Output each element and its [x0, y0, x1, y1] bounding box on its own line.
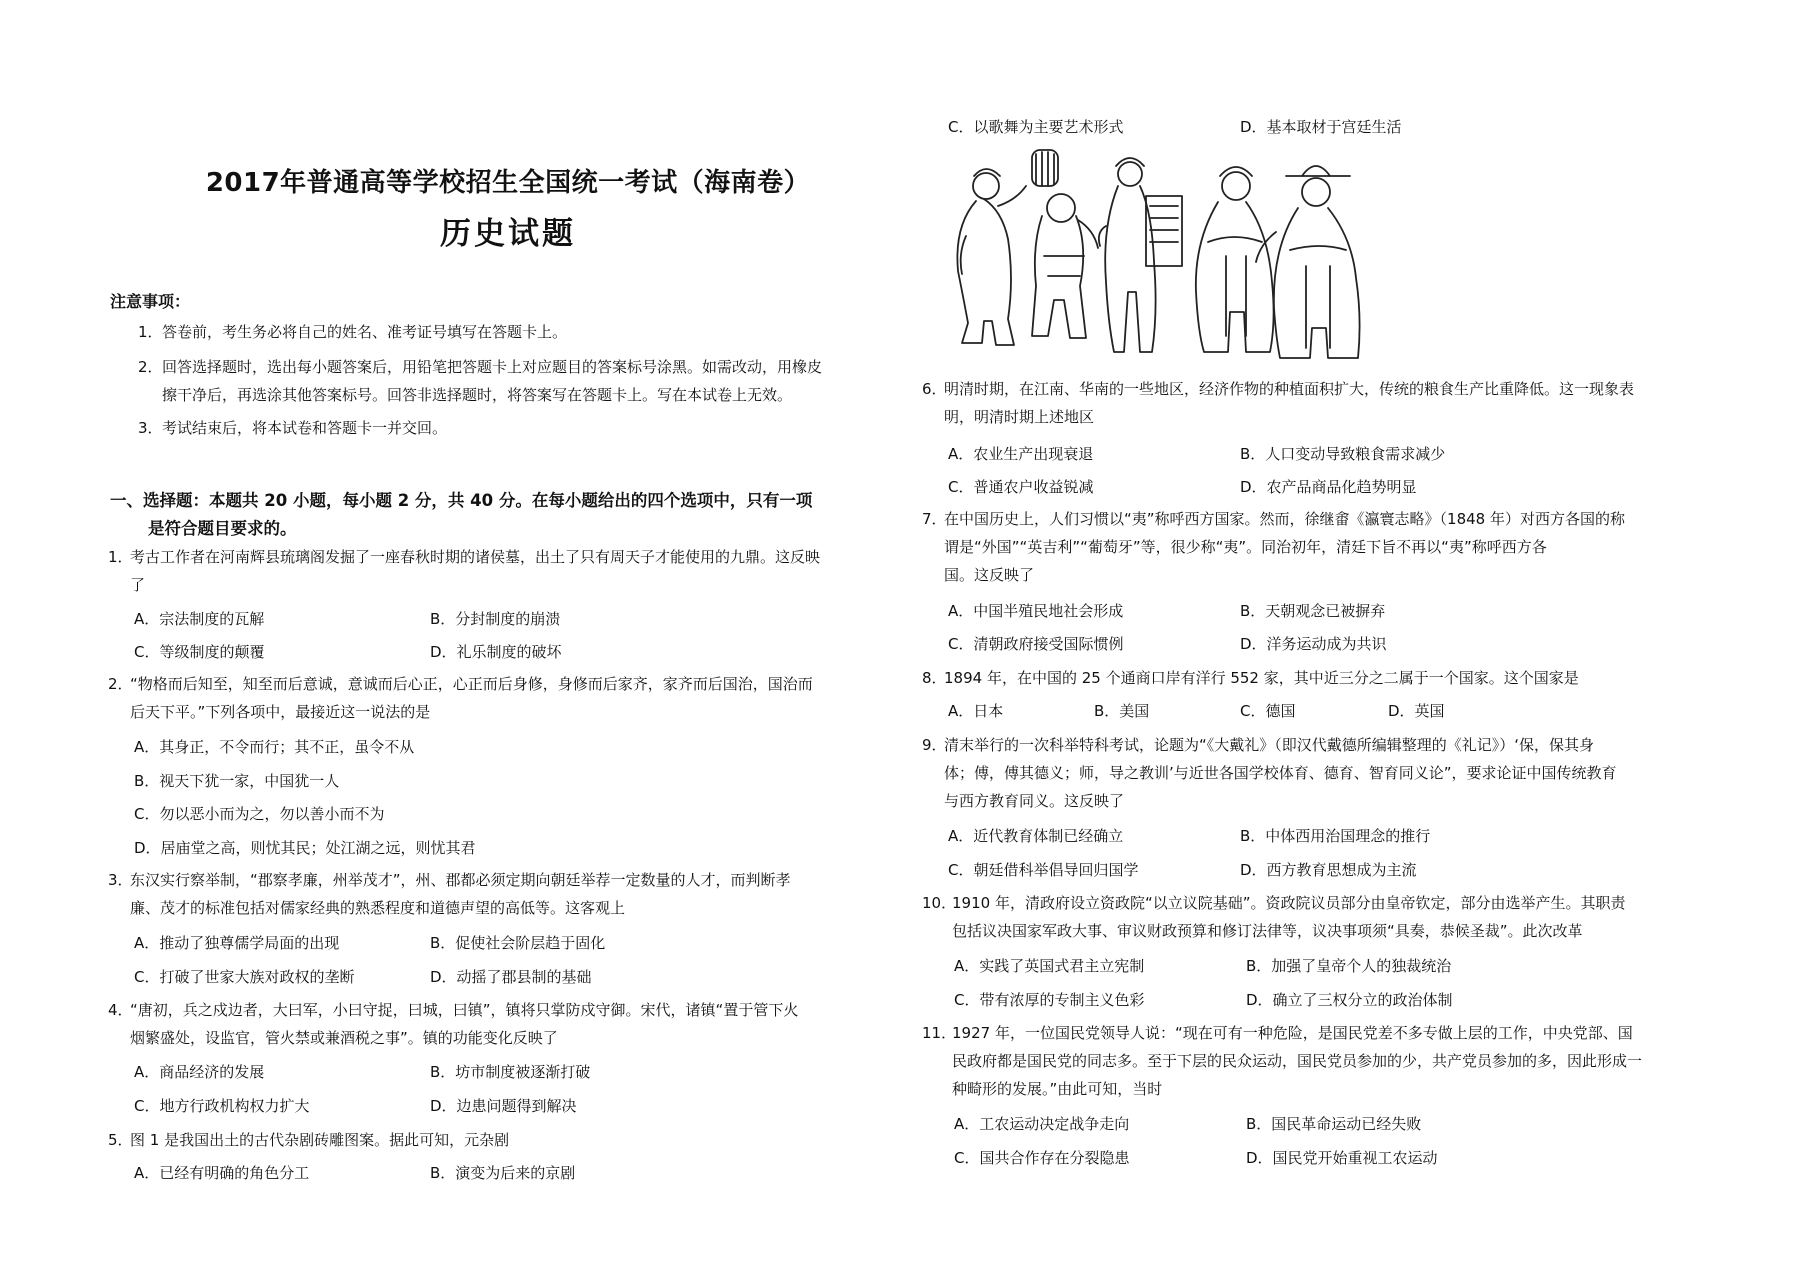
option-5a[interactable]: A．已经有明确的角色分工: [134, 1164, 310, 1182]
question-2: 2． “物格而后知至，知至而后意诚，意诚而后心正，心正而后身修，身修而后家齐，家齐而后国治，国治而 后天下平。”下列各项中，最接近这一说法的是: [108, 675, 813, 721]
option-8c[interactable]: C．德国: [1240, 702, 1296, 720]
section-heading: 一、选择题：本题共 20 小题，每小题 2 分，共 40 分。在每小题给出的四个选项中，只有一项 是符合题目要求的。: [110, 491, 813, 538]
question-3: 3． 东汉实行察举制，“郡察孝廉，州举茂才”，州、郡都必须定期向朝廷举荐一定数量的人才，而判断孝 廉、茂才的标准包括对儒家经典的熟悉程度和道德声望的高低等。这客观上: [108, 871, 791, 917]
notice-item: 2．回答选择题时，选出每小题答案后，用铅笔把答题卡上对应题目的答案标号涂黑。如需改动，用橡皮 擦干净后，再选涂其他答案标号。回答非选择题时，将答案写在答题卡上。写在本试卷上无效。: [138, 358, 823, 404]
notice-heading: 注意事项：: [110, 292, 191, 311]
question-9: 9． 清末举行的一次科举特科考试，论题为“《大戴礼》（即汉代戴德所编辑整理的《礼记》）‘保，保其身 体；傅，傅其德义；师，导之教训’与近世各国学校体育、德育、智育同义论”，要求论证中国传统教育 与西方教育同义。这反映了: [922, 736, 1617, 810]
option-2c[interactable]: C．勿以恶小而为之，勿以善小而不为: [134, 805, 385, 823]
option-5b[interactable]: B．演变为后来的京剧: [430, 1164, 576, 1182]
option-7c[interactable]: C．清朝政府接受国际惯例: [948, 635, 1124, 653]
option-4b[interactable]: B．坊市制度被逐渐打破: [430, 1063, 591, 1081]
option-6c[interactable]: C．普通农户收益锐减: [948, 478, 1094, 496]
option-7b[interactable]: B．天朝观念已被摒弃: [1240, 602, 1386, 620]
option-4d[interactable]: D．边患问题得到解决: [430, 1097, 577, 1115]
option-3d[interactable]: D．动摇了郡县制的基础: [430, 968, 592, 986]
option-6d[interactable]: D．农产品商品化趋势明显: [1240, 478, 1417, 496]
option-1d[interactable]: D．礼乐制度的破坏: [430, 643, 562, 661]
option-4a[interactable]: A．商品经济的发展: [134, 1063, 265, 1081]
option-2a[interactable]: A．其身正，不令而行；其不正，虽令不从: [134, 738, 415, 756]
option-11d[interactable]: D．国民党开始重视工农运动: [1246, 1149, 1438, 1167]
option-11c[interactable]: C．国共合作存在分裂隐患: [954, 1149, 1130, 1167]
notice-item: 3．考试结束后，将本试卷和答题卡一并交回。: [138, 419, 448, 437]
question-6: 6． 明清时期，在江南、华南的一些地区，经济作物的种植面积扩大，传统的粮食生产比重降低。这一现象表 明，明清时期上述地区: [922, 380, 1635, 426]
option-9b[interactable]: B．中体西用治国理念的推行: [1240, 827, 1431, 845]
option-4c[interactable]: C．地方行政机构权力扩大: [134, 1097, 310, 1115]
question-4: 4． “唐初，兵之戍边者，大曰军，小曰守捉，曰城，曰镇”，镇将只掌防戍守御。宋代，诸镇“置于管下火 烟繁盛处，设监官，管火禁或兼酒税之事”。镇的功能变化反映了: [108, 1001, 799, 1047]
option-6a[interactable]: A．农业生产出现衰退: [948, 445, 1094, 463]
option-10d[interactable]: D．确立了三权分立的政治体制: [1246, 991, 1453, 1009]
question-10: 10． 1910 年，清政府设立资政院“以立议院基础”。资政院议员部分由皇帝钦定，部分由选举产生。其职责 包括议决国家军政大事、审议财政预算和修订法律等，议决事项须“具奏，恭候圣裁”。此次改革: [922, 894, 1626, 940]
option-5d[interactable]: D．基本取材于宫廷生活: [1240, 118, 1402, 136]
option-2d[interactable]: D．居庙堂之高，则忧其民；处江湖之远，则忧其君: [134, 839, 476, 857]
option-6b[interactable]: B．人口变动导致粮食需求减少: [1240, 445, 1446, 463]
option-1c[interactable]: C．等级制度的颠覆: [134, 643, 265, 661]
option-9a[interactable]: A．近代教育体制已经确立: [948, 827, 1124, 845]
option-8b[interactable]: B．美国: [1094, 702, 1150, 720]
question-1: 1． 考古工作者在河南辉县琉璃阁发掘了一座春秋时期的诸侯墓，出土了只有周天子才能使用的九鼎。这反映 了: [108, 548, 821, 594]
exam-title: 2017年普通高等学校招生全国统一考试（海南卷）: [205, 168, 811, 198]
option-11a[interactable]: A．工农运动决定战争走向: [954, 1115, 1130, 1133]
option-7a[interactable]: A．中国半殖民地社会形成: [948, 602, 1124, 620]
option-5c[interactable]: C．以歌舞为主要艺术形式: [948, 118, 1124, 136]
option-9c[interactable]: C．朝廷借科举倡导回归国学: [948, 861, 1139, 879]
option-9d[interactable]: D．西方教育思想成为主流: [1240, 861, 1417, 879]
option-3a[interactable]: A．推动了独尊儒学局面的出现: [134, 934, 340, 952]
zaju-brick-carving-figure: [946, 146, 1406, 368]
option-7d[interactable]: D．洋务运动成为共识: [1240, 635, 1387, 653]
question-5: 5． 图 1 是我国出土的古代杂剧砖雕图案。据此可知，元杂剧: [108, 1131, 510, 1149]
option-2b[interactable]: B．视天下犹一家，中国犹一人: [134, 772, 340, 790]
option-3b[interactable]: B．促使社会阶层趋于固化: [430, 934, 606, 952]
option-11b[interactable]: B．国民革命运动已经失败: [1246, 1115, 1422, 1133]
option-8d[interactable]: D．英国: [1388, 702, 1445, 720]
option-10c[interactable]: C．带有浓厚的专制主义色彩: [954, 991, 1145, 1009]
option-10a[interactable]: A．实践了英国式君主立宪制: [954, 957, 1145, 975]
option-1b[interactable]: B．分封制度的崩溃: [430, 610, 561, 628]
option-8a[interactable]: A．日本: [948, 702, 1004, 720]
exam-subtitle: 历史试题: [440, 216, 576, 252]
option-3c[interactable]: C．打破了世家大族对政权的垄断: [134, 968, 355, 986]
question-11: 11． 1927 年，一位国民党领导人说：“现在可有一种危险，是国民党差不多专做上层的工作，中央党部、国 民政府都是国民党的同志多。至于下层的民众运动，国民党员参加的少，共产党员参加的多，因此形成一 种畸形的发展。”由此可知，当时: [922, 1024, 1643, 1098]
notice-item: 1．答卷前，考生务必将自己的姓名、准考证号填写在答题卡上。: [138, 323, 568, 341]
option-1a[interactable]: A．宗法制度的瓦解: [134, 610, 265, 628]
option-10b[interactable]: B．加强了皇帝个人的独裁统治: [1246, 957, 1452, 975]
question-8: 8． 1894 年，在中国的 25 个通商口岸有洋行 552 家，其中近三分之二属于一个国家。这个国家是: [922, 669, 1579, 687]
question-7: 7． 在中国历史上，人们习惯以“夷”称呼西方国家。然而，徐继畬《瀛寰志略》（1848 年）对西方各国的称 谓是“外国”“英吉利”“葡萄牙”等，很少称“夷”。同治初年，清廷下旨不再以“夷”称呼西方各 国。这反映了: [922, 510, 1625, 584]
